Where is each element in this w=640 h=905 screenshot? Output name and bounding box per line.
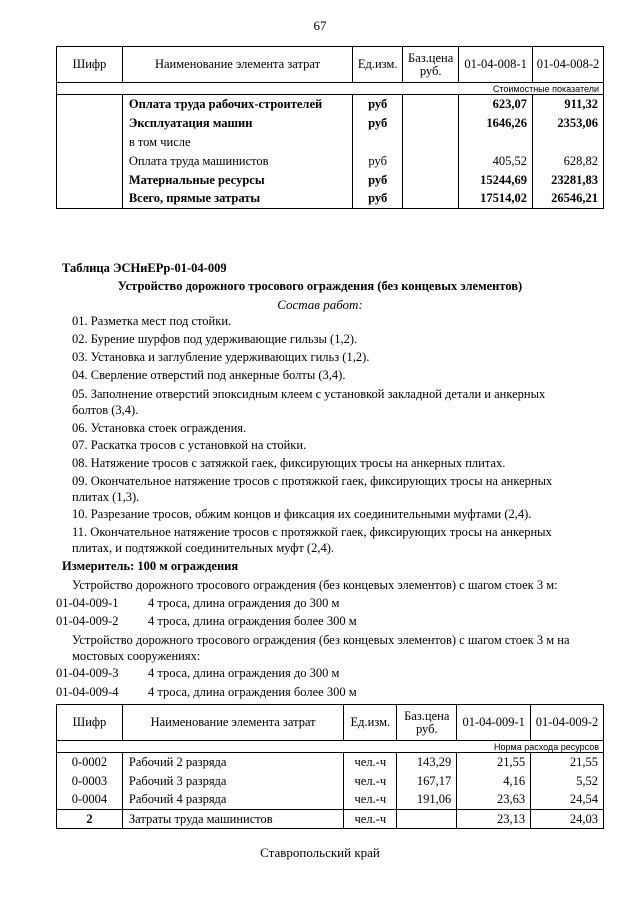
cell-name: Эксплуатация машин xyxy=(122,114,352,133)
subheader: Норма расхода ресурсов xyxy=(57,741,604,753)
cell-unit: руб xyxy=(353,190,403,209)
cell-value-2: 628,82 xyxy=(533,152,604,171)
cell-value-2: 2353,06 xyxy=(533,114,604,133)
table-row xyxy=(57,133,604,152)
cell-value-1: 23,13 xyxy=(457,810,531,829)
variant-text: 4 троса, длина ограждения до 300 м xyxy=(148,596,340,610)
variant-code: 01-04-009-2 xyxy=(56,614,119,628)
work-item: 01. Разметка мест под стойки. xyxy=(72,314,232,328)
variant-item xyxy=(56,613,357,629)
cell-empty xyxy=(403,95,459,114)
cell-value-1: 15244,69 xyxy=(459,171,533,190)
cell-base-price: 143,29 xyxy=(397,753,457,772)
header-base-price: Баз.цена руб. xyxy=(403,47,459,83)
cell-unit: руб xyxy=(353,95,403,114)
table-name: Устройство дорожного тросового ограждения (без концевых элементов) xyxy=(117,279,523,293)
cell-value-2: 911,32 xyxy=(533,95,604,114)
table-row xyxy=(57,753,604,772)
work-item: 02. Бурение шурфов под удерживающие гильзы (1,2). xyxy=(72,332,358,346)
cell-code: 2 xyxy=(57,810,123,829)
cell-name: Затраты труда машинистов xyxy=(122,810,343,829)
cell-code: 0-0002 xyxy=(57,753,123,772)
cell-empty xyxy=(403,171,459,190)
cell-value-1: 1646,26 xyxy=(459,114,533,133)
work-item: 06. Установка стоек ограждения. xyxy=(72,421,247,435)
cell-name: Всего, прямые затраты xyxy=(122,190,352,209)
cell-empty xyxy=(403,190,459,209)
cell-empty xyxy=(57,95,123,114)
cell-unit: чел.-ч xyxy=(344,810,397,829)
header-base-price: Баз.цена руб. xyxy=(397,705,457,741)
cell-base-price xyxy=(397,810,457,829)
cell-value-1: 405,52 xyxy=(459,152,533,171)
cell-unit: чел.-ч xyxy=(344,772,397,791)
cell-empty xyxy=(57,190,123,209)
cell-value-2: 21,55 xyxy=(531,753,604,772)
work-item: 11. Окончательное натяжение тросов с протяжкой гаек, фиксирующих тросы на анкерных плитах, и подтяжкой соединительных муфт (2,4). xyxy=(72,525,552,555)
cost-table-008 xyxy=(56,46,604,209)
cell-name: Оплата труда рабочих-строителей xyxy=(122,95,352,114)
cell-base-price: 167,17 xyxy=(397,772,457,791)
variant-text: 4 троса, длина ограждения более 300 м xyxy=(148,685,357,699)
cell-value-2: 24,54 xyxy=(531,791,604,810)
variant-code: 01-04-009-3 xyxy=(56,666,119,680)
work-item: 05. Заполнение отверстий эпоксидным клеем с установкой закладной детали и анкерных болтов (3,4). xyxy=(72,387,546,417)
cell-value-2: 26546,21 xyxy=(533,190,604,209)
cell-unit: чел.-ч xyxy=(344,753,397,772)
cell-name: Рабочий 3 разряда xyxy=(122,772,343,791)
table-title: Таблица ЭСНиЕРр-01-04-009 xyxy=(62,261,227,275)
work-item: 04. Сверление отверстий под анкерные болты (3,4). xyxy=(72,368,346,382)
cell-unit: руб xyxy=(353,171,403,190)
cell-value-1: 623,07 xyxy=(459,95,533,114)
cell-value-2: 5,52 xyxy=(531,772,604,791)
resource-table-009 xyxy=(56,704,604,829)
measure: Измеритель: 100 м ограждения xyxy=(62,559,239,573)
cell-code: 0-0004 xyxy=(57,791,123,810)
cell-value-1: 21,55 xyxy=(457,753,531,772)
table-row xyxy=(57,152,604,171)
cell-value-1: 17514,02 xyxy=(459,190,533,209)
cell-empty xyxy=(403,152,459,171)
page-number: 67 xyxy=(313,18,327,33)
work-item: 07. Раскатка тросов с установкой на стойки. xyxy=(72,438,307,452)
work-item: 08. Натяжение тросов с затяжкой гаек, фиксирующих тросы на анкерных плитах. xyxy=(72,456,506,470)
cell-name: Материальные ресурсы xyxy=(122,171,352,190)
variant-item xyxy=(56,665,339,681)
variant-code: 01-04-009-1 xyxy=(56,596,119,610)
variant-description-1: Устройство дорожного тросового ограждения (без концевых элементов) с шагом стоек 3 м: xyxy=(72,578,558,592)
cell-base-price: 191,06 xyxy=(397,791,457,810)
cell-value-2 xyxy=(533,133,604,152)
table-row xyxy=(57,772,604,791)
cell-empty xyxy=(57,171,123,190)
cell-value-2: 24,03 xyxy=(531,810,604,829)
cell-code: 0-0003 xyxy=(57,772,123,791)
cell-empty xyxy=(57,133,123,152)
header-col-2: 01-04-009-2 xyxy=(531,705,604,741)
cell-empty xyxy=(403,114,459,133)
cell-value-1: 23,63 xyxy=(457,791,531,810)
composition-label: Состав работ: xyxy=(277,297,363,312)
table-row xyxy=(57,95,604,114)
variant-text: 4 троса, длина ограждения до 300 м xyxy=(148,666,340,680)
variant-text: 4 троса, длина ограждения более 300 м xyxy=(148,614,357,628)
cell-value-1: 4,16 xyxy=(457,772,531,791)
footer-region: Ставропольский край xyxy=(260,845,380,860)
cell-value-1 xyxy=(459,133,533,152)
header-code: Шифр xyxy=(57,705,123,741)
cell-name: Рабочий 2 разряда xyxy=(122,753,343,772)
header-col-2: 01-04-008-2 xyxy=(533,47,604,83)
cell-name: в том числе xyxy=(122,133,352,152)
header-unit: Ед.изм. xyxy=(344,705,397,741)
cell-empty xyxy=(57,114,123,133)
header-code: Шифр xyxy=(57,47,123,83)
variant-code: 01-04-009-4 xyxy=(56,685,119,699)
cell-unit: чел.-ч xyxy=(344,791,397,810)
cell-unit xyxy=(353,133,403,152)
table-row xyxy=(57,791,604,810)
work-item: 10. Разрезание тросов, обжим концов и фиксация их соединительными муфтами (2,4). xyxy=(72,507,532,521)
work-item: 03. Установка и заглубление удерживающих гильз (1,2). xyxy=(72,350,370,364)
table-row xyxy=(57,114,604,133)
header-col-1: 01-04-008-1 xyxy=(459,47,533,83)
cell-unit: руб xyxy=(353,152,403,171)
table-row xyxy=(57,810,604,829)
header-unit: Ед.изм. xyxy=(353,47,403,83)
header-name: Наименование элемента затрат xyxy=(122,47,352,83)
cell-value-2: 23281,83 xyxy=(533,171,604,190)
header-col-1: 01-04-009-1 xyxy=(457,705,531,741)
cell-empty xyxy=(57,152,123,171)
subheader: Стоимостные показатели xyxy=(57,83,604,95)
header-name: Наименование элемента затрат xyxy=(122,705,343,741)
cell-name: Рабочий 4 разряда xyxy=(122,791,343,810)
variant-item xyxy=(56,684,357,700)
cell-empty xyxy=(403,133,459,152)
variant-description-2: Устройство дорожного тросового ограждения (без концевых элементов) с шагом стоек 3 м на мостовых сооружениях: xyxy=(72,633,570,663)
table-row xyxy=(57,190,604,209)
work-item: 09. Окончательное натяжение тросов с протяжкой гаек, фиксирующих тросы на анкерных плитах (1,3). xyxy=(72,474,553,504)
cell-name: Оплата труда машинистов xyxy=(122,152,352,171)
table-row xyxy=(57,171,604,190)
variant-item xyxy=(56,595,339,611)
cell-unit: руб xyxy=(353,114,403,133)
